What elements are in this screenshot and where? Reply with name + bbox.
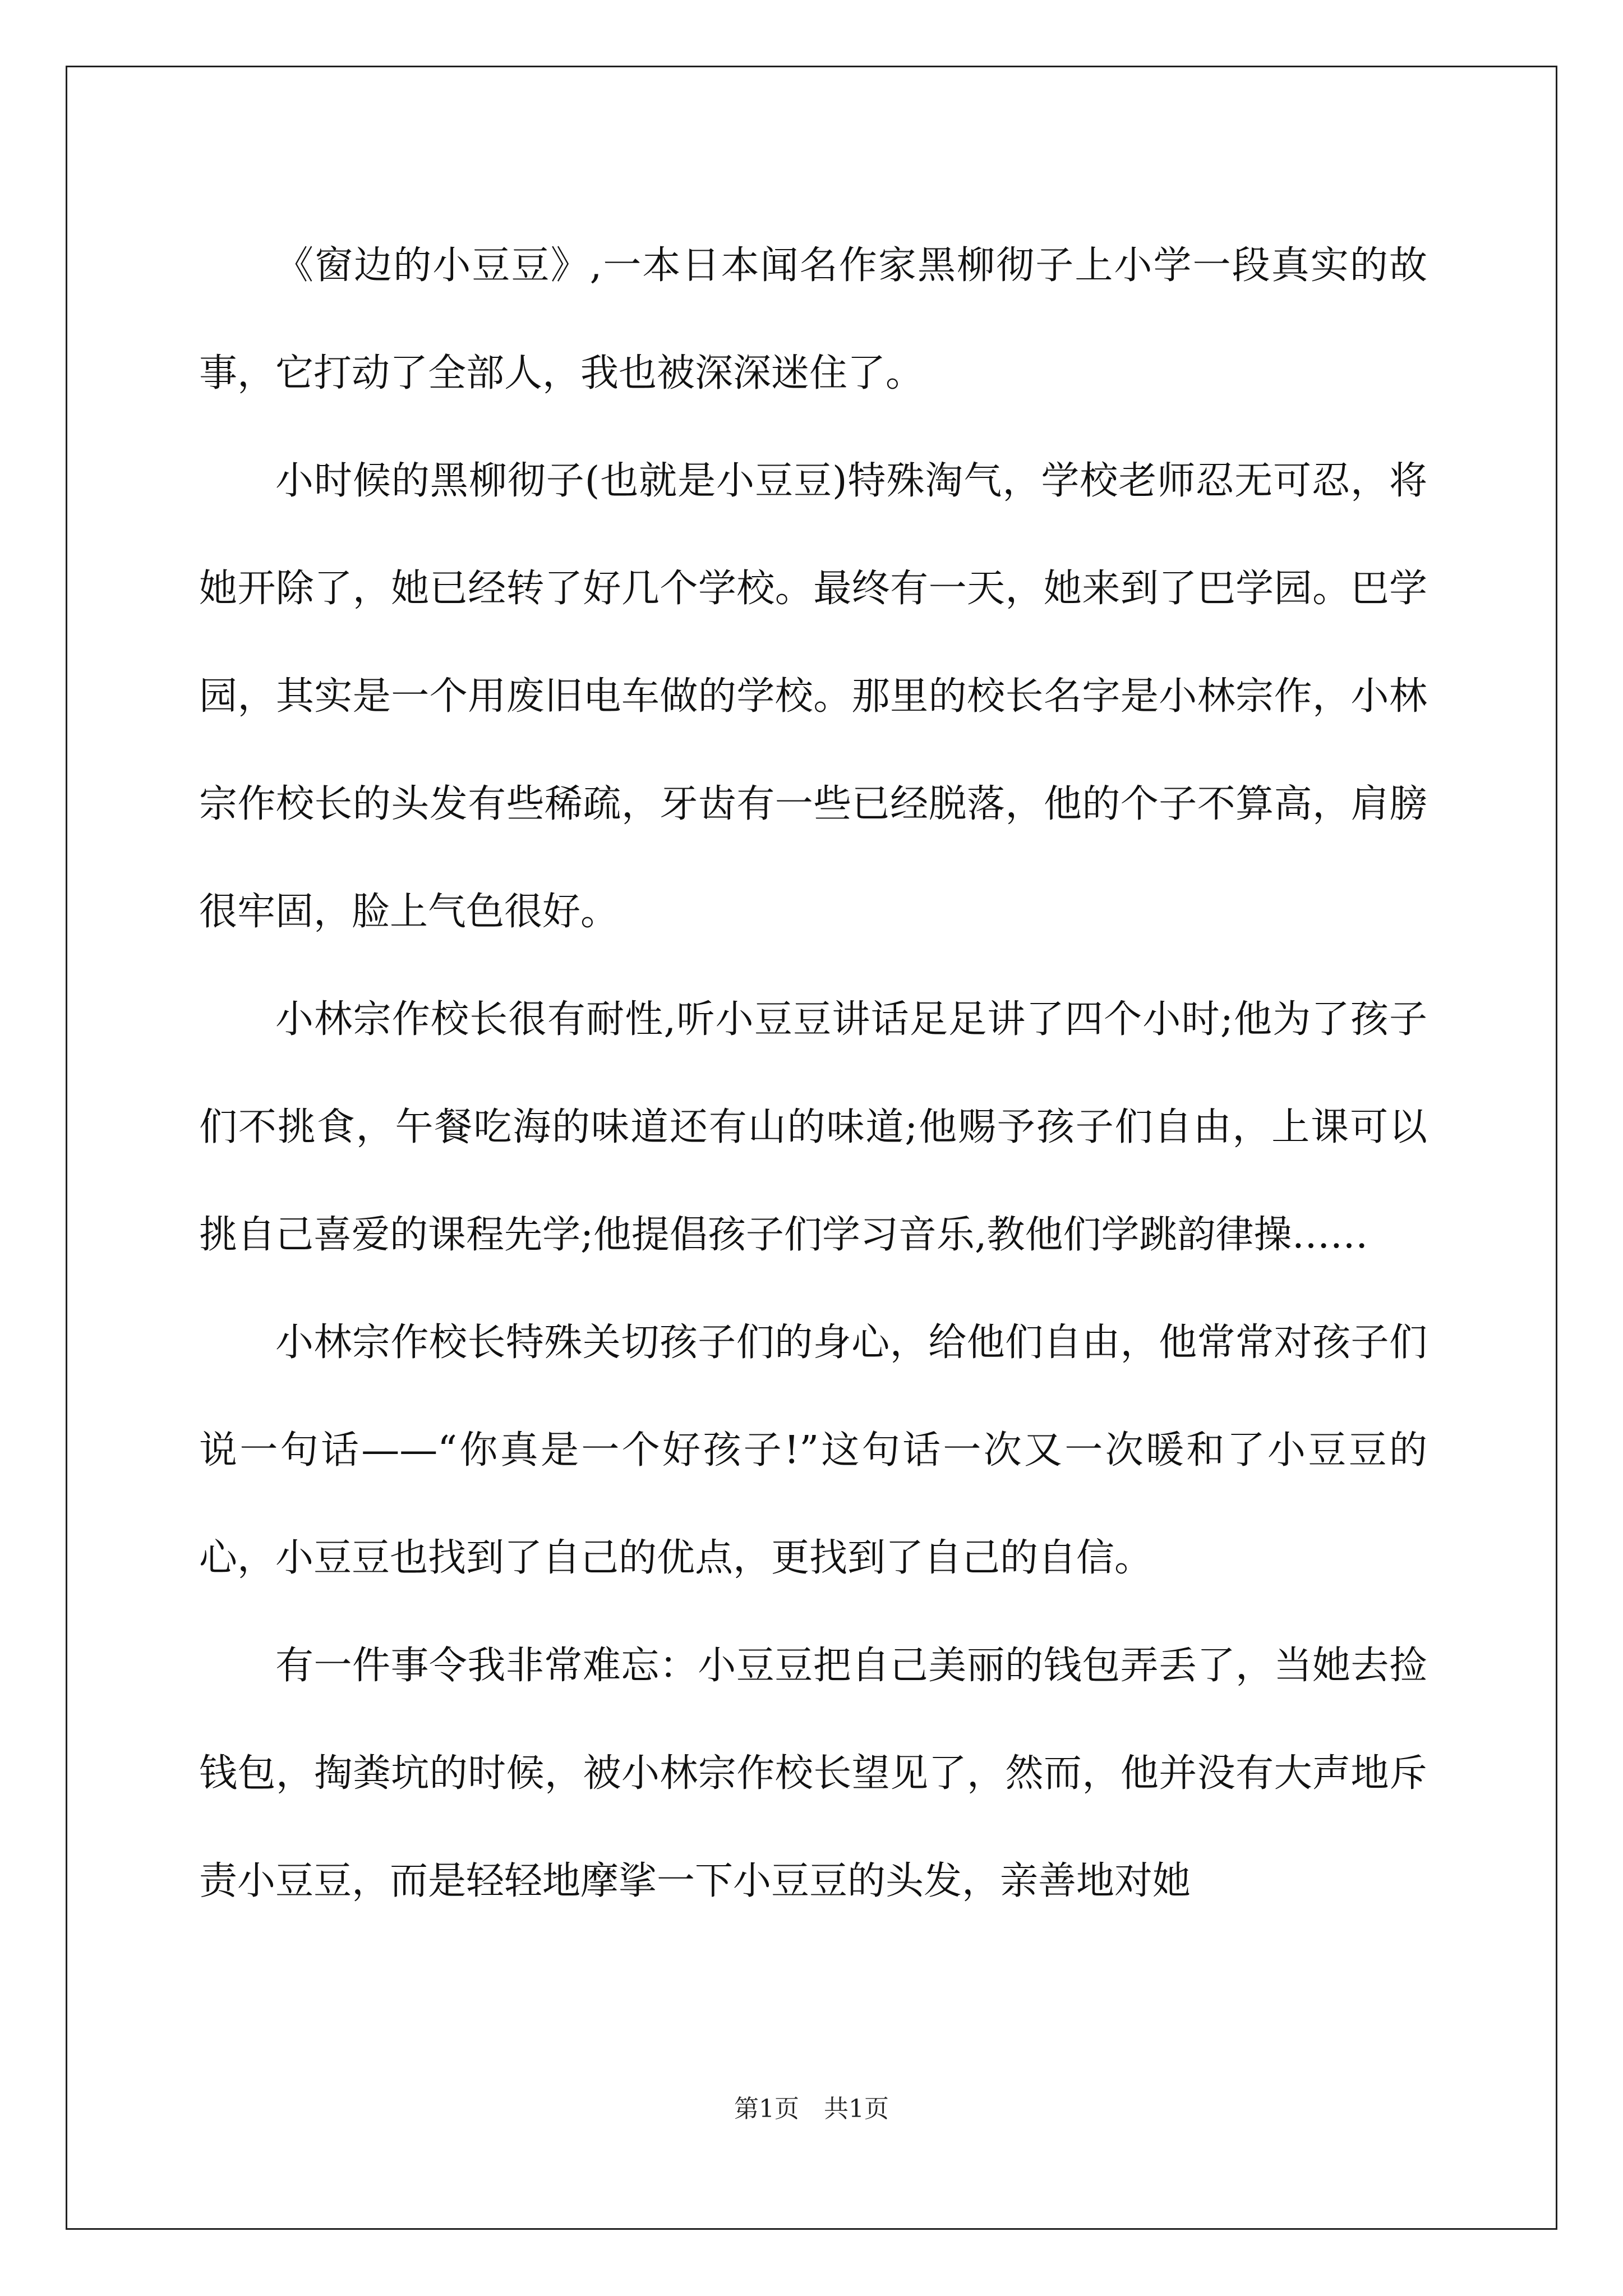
- paragraph-1: 《窗边的小豆豆》,一本日本闻名作家黑柳彻子上小学一段真实的故事，它打动了全部人，我也被深深迷住了。: [199, 243, 1427, 395]
- paragraph-5: 有一件事令我非常难忘：小豆豆把自己美丽的钱包弄丢了，当她去捡钱包，掏粪坑的时候，被小林宗作校长望见了，然而，他并没有大声地斥责小豆豆，而是轻轻地摩挲一下小豆豆的头发，亲善地对她: [199, 1644, 1427, 1903]
- document-body: [199, 212, 1427, 1935]
- paragraph-3: 小林宗作校长很有耐性,听小豆豆讲话足足讲了四个小时;他为了孩子们不挑食，午餐吃海的味道还有山的味道;他赐予孩子们自由，上课可以挑自己喜爱的课程先学;他提倡孩子们学习音乐,教他们学跳韵律操……: [199, 997, 1427, 1257]
- page-footer: [0, 2092, 1623, 2126]
- paragraph-4: 小林宗作校长特殊关切孩子们的身心，给他们自由，他常常对孩子们说一句话——“你真是一个好孩子!”这句话一次又一次暖和了小豆豆的心，小豆豆也找到了自己的优点，更找到了自己的自信。: [199, 1320, 1427, 1580]
- page-number: 第1页 共1页: [734, 2095, 889, 2123]
- paragraph-2: 小时候的黑柳彻子(也就是小豆豆)特殊淘气，学校老师忍无可忍，将她开除了，她已经转了好几个学校。最终有一天，她来到了巴学园。巴学园，其实是一个用废旧电车做的学校。那里的校长名字是小林宗作，小林宗作校长的头发有些稀疏，牙齿有一些已经脱落，他的个子不算高，肩膀很牢固，脸上气色很好。: [199, 459, 1427, 934]
